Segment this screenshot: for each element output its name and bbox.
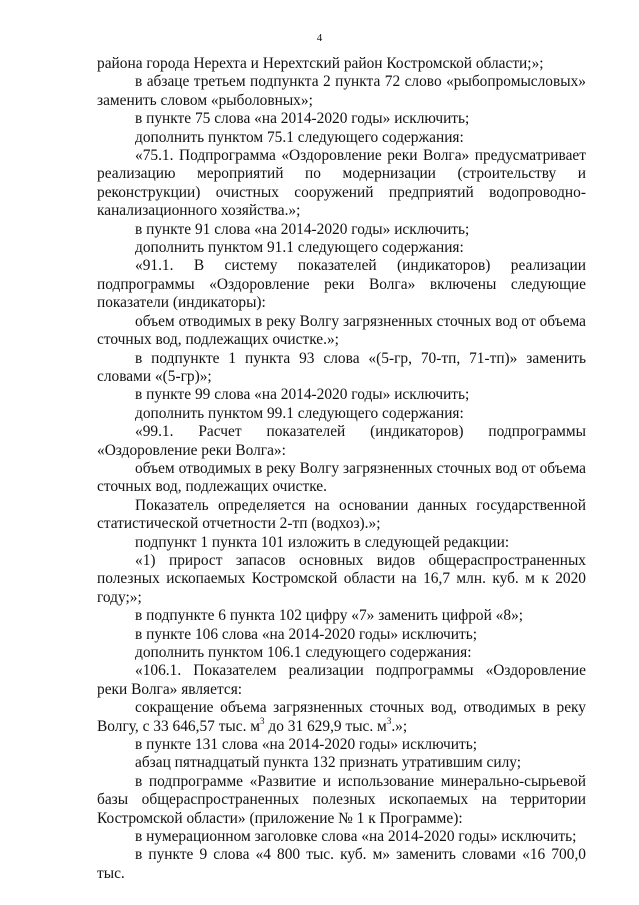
document-body	[97, 55, 586, 883]
paragraph: дополнить пунктом 91.1 следующего содержания:	[135, 239, 464, 257]
paragraph: дополнить пунктом 99.1 следующего содержания:	[135, 404, 464, 422]
paragraph: в абзаце третьем подпункта 2 пункта 72 слово «рыбопромысловых» заменить словом «рыболовных»;	[97, 73, 586, 109]
paragraph: дополнить пунктом 75.1 следующего содержания:	[135, 128, 464, 146]
paragraph: «1) прирост запасов основных видов общераспространенных полезных ископаемых Костромской области на 16,7 млн. куб. м к 2020 году;»;	[97, 551, 586, 606]
paragraph-text: сокращение объема загрязненных сточных вод, отводимых в реку Волгу, с 33 646,57 тыс. м	[97, 699, 586, 735]
paragraph: «99.1. Расчет показателей (индикаторов) подпрограммы «Оздоровление реки Волга»:	[97, 423, 586, 459]
paragraph: «91.1. В систему показателей (индикаторов) реализации подпрограммы «Оздоровление реки Волга» включены следующие показатели (индикаторы):	[97, 257, 586, 312]
paragraph: Показатель определяется на основании данных государственной статистической отчетности 2-тп (водхоз).»;	[97, 496, 586, 533]
paragraph: абзац пятнадцатый пункта 132 признать утратившим силу;	[135, 754, 522, 772]
paragraph: в нумерационном заголовке слова «на 2014-2020 годы» исключить;	[135, 828, 577, 846]
paragraph: объем отводимых в реку Волгу загрязненных сточных вод от объема сточных вод, подлежащих очистке.»;	[97, 312, 586, 349]
paragraph: в пункте 91 слова «на 2014-2020 годы» исключить;	[135, 220, 470, 238]
paragraph: в подпункте 6 пункта 102 цифру «7» заменить цифрой «8»;	[135, 607, 524, 625]
paragraph: в пункте 9 слова «4 800 тыс. куб. м» заменить словами «16 700,0 тыс.	[97, 846, 586, 882]
paragraph: «106.1. Показателем реализации подпрограммы «Оздоровление реки Волга» является:	[97, 662, 586, 698]
paragraph-text: до 31 629,9 тыс. м	[264, 717, 387, 735]
superscript: 3	[260, 715, 265, 726]
page-number: 4	[316, 32, 323, 44]
paragraph: дополнить пунктом 106.1 следующего содержания:	[135, 644, 472, 661]
superscript: 3	[386, 715, 392, 726]
paragraph: района города Нерехта и Нерехтский район Костромской области;»;	[97, 55, 544, 72]
paragraph: в пункте 99 слова «на 2014-2020 годы» исключить;	[135, 386, 470, 404]
paragraph: «75.1. Подпрограмма «Оздоровление реки Волга» предусматривает реализацию мероприятий по модернизации (строительству и реконструкции) очистных сооружений предприятий водопроводно-канализационного хозяйства.»;	[97, 147, 586, 220]
paragraph: в подпункте 1 пункта 93 слова «(5-гр, 70-тп, 71-тп)» заменить словами «(5-гр)»;	[97, 349, 586, 385]
paragraph: в пункте 131 слова «на 2014-2020 годы» исключить;	[135, 736, 478, 754]
paragraph: подпункт 1 пункта 101 изложить в следующей редакции:	[135, 533, 510, 551]
paragraph: в пункте 106 слова «на 2014-2020 годы» исключить;	[135, 625, 478, 643]
paragraph	[97, 699, 586, 736]
paragraph: в пункте 75 слова «на 2014-2020 годы» исключить;	[135, 110, 470, 128]
paragraph: объем отводимых в реку Волгу загрязненных сточных вод от объема сточных вод, подлежащих очистке.	[97, 459, 586, 496]
paragraph: в подпрограмме «Развитие и использование минерально-сырьевой базы общераспространенных полезных ископаемых на территории Костромской области» (приложение № 1 к Программе):	[97, 772, 586, 827]
paragraph-text: .»;	[391, 717, 408, 735]
